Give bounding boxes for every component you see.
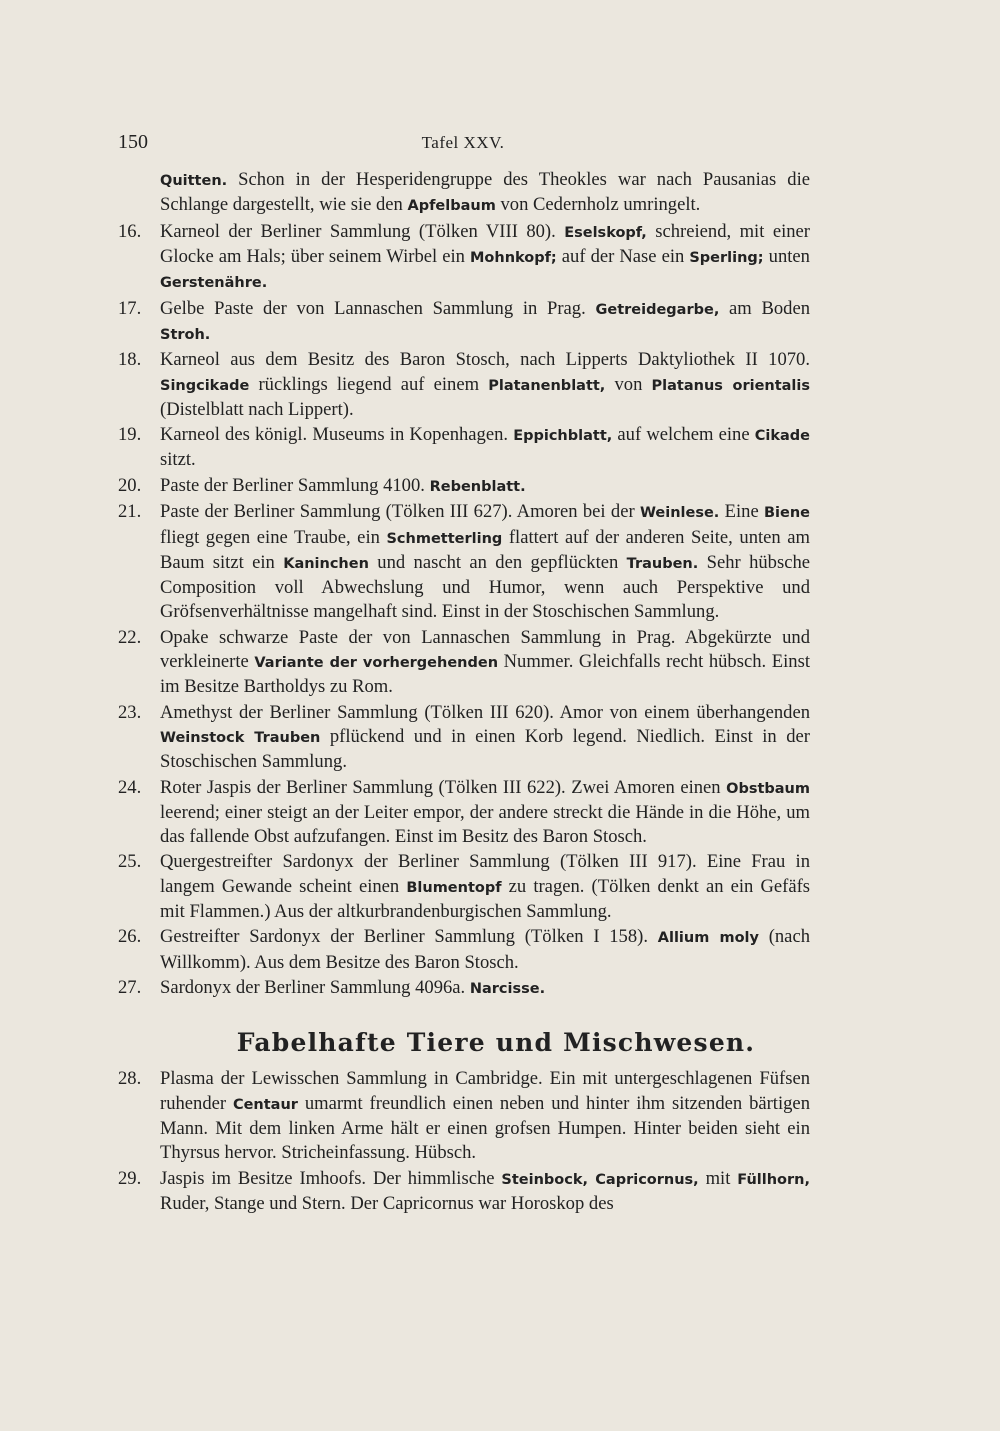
entry-text: Eine [719, 501, 764, 523]
entry-text: Jaspis im Besitze Imhoofs. Der himmlische [160, 1167, 502, 1189]
entry-keyword: Getreidegarbe, [595, 301, 720, 318]
entry-text: auf welchem eine [612, 424, 755, 446]
entry-text: umarmt freundlich einen neben und hinter ihm sitzenden bärtigen Mann. Mit dem linken Arme hält er einen grofsen Humpen. Hinter beiden sieht ein Thyrsus hervor. Stricheinfassung. Hübsch. [160, 1092, 810, 1164]
catalog-entry [118, 925, 810, 974]
catalog-entry [118, 500, 810, 624]
entry-keyword: Mohnkopf; [469, 249, 557, 266]
entry-number: 22. [118, 626, 142, 648]
entry-text: Amethyst der Berliner Sammlung (Tölken III 620). Amor von einem überhangenden [160, 701, 810, 723]
page-body [118, 168, 810, 1217]
entry-text: Paste der Berliner Sammlung (Tölken III 627). Amoren bei der [160, 501, 640, 523]
entry-keyword: Gerstenähre. [160, 275, 268, 292]
entry-text: Quergestreifter Sardonyx der Berliner Sammlung (Tölken III 917). Eine Frau in langem Gewande scheint einen [160, 851, 810, 897]
entry-keyword: Biene [764, 505, 811, 522]
entry-text: Sehr hübsche Composition voll Abwechslung und Humor, wenn auch Perspektive und Gröfsenverhältnisse mangelhaft sind. Einst in der Stoschischen Sammlung. [160, 551, 811, 623]
entry-keyword: Allium moly [657, 930, 759, 947]
entry-text: auf der Nase ein [556, 245, 690, 267]
entry-text: Karneol der Berliner Sammlung (Tölken VIII 80). [160, 220, 565, 242]
entry-number: 28. [118, 1068, 142, 1090]
entry-text: (nach Willkomm). Aus dem Besitze des Baron Stosch. [160, 926, 810, 973]
entry-text: von [605, 373, 652, 395]
entry-text: Plasma der Lewisschen Sammlung in Cambridge. Ein mit untergeschlagenen Füfsen ruhender [160, 1068, 810, 1114]
entry-number: 17. [118, 297, 142, 319]
entry-keyword: Quitten. [160, 173, 228, 189]
entry-keyword: Apfelbaum [407, 198, 496, 215]
plate-title: Tafel XXV. [421, 133, 505, 152]
catalog-entry [118, 850, 810, 924]
catalog-entry [118, 220, 810, 296]
entry-keyword: Weinstock Trauben [160, 729, 321, 746]
entry-keyword: Kaninchen [283, 555, 369, 572]
entry-text: sitzt. [160, 449, 196, 471]
entry-text: (Distelblatt nach Lippert). [160, 398, 354, 420]
entry-text: Gestreifter Sardonyx der Berliner Sammlung (Tölken I 158). [160, 926, 658, 948]
catalog-entry [118, 1067, 810, 1165]
entry-keyword: Singcikade [160, 377, 250, 394]
entry-keyword: Cikade [754, 428, 810, 445]
catalog-entry [118, 168, 810, 218]
entry-keyword: Platanus orientalis [651, 377, 811, 394]
entry-keyword: Schmetterling [386, 530, 503, 547]
entry-keyword: Rebenblatt. [429, 478, 526, 495]
catalog-entry [118, 1167, 810, 1216]
section-heading: Fabelhafte Tiere und Mischwesen. [236, 1028, 756, 1058]
entry-keyword: Obstbaum [726, 780, 810, 797]
catalog-entry [118, 423, 810, 472]
entry-keyword: Variante der vorhergehenden [254, 654, 499, 671]
entry-text: von Cedernholz umringelt. [495, 194, 701, 216]
entry-text: Karneol des königl. Museums in Kopenhagen. [160, 424, 514, 446]
entry-keyword: Weinlese. [639, 505, 720, 522]
entry-keyword: Steinbock, Capricornus, [501, 1171, 699, 1188]
entry-text: und nascht an den gepflückten [368, 551, 627, 573]
entry-keyword: Stroh. [160, 326, 211, 343]
entry-number: 24. [118, 776, 142, 798]
entry-keyword: Trauben. [626, 555, 699, 572]
entry-number: 25. [118, 851, 142, 873]
entry-number: 20. [118, 474, 142, 496]
entry-text: Sardonyx der Berliner Sammlung 4096a. [160, 977, 470, 999]
entry-text: Roter Jaspis der Berliner Sammlung (Tölken III 622). Zwei Amoren einen [160, 776, 727, 798]
entry-keyword: Sperling; [689, 249, 764, 266]
entry-text: Schon in der Hesperidengruppe des Theokles war nach Pausanias die Schlange dargestellt, wie sie den [160, 169, 810, 216]
entry-text: Karneol aus dem Besitz des Baron Stosch, nach Lipperts Daktyliothek II 1070. [160, 349, 810, 371]
catalog-entry [118, 348, 810, 422]
catalog-entry [118, 626, 810, 700]
entry-text: unten [763, 245, 810, 267]
entry-text: mit [698, 1167, 738, 1189]
catalog-entry [118, 474, 810, 499]
entry-list [118, 168, 810, 1001]
entry-text: fliegt gegen eine Traube, ein [160, 526, 387, 548]
entry-text: zu tragen. (Tölken denkt an ein Gefäfs mit Flammen.) Aus der altkurbrandenburgischen Sammlung. [160, 875, 810, 922]
entry-keyword: Eppichblatt, [513, 428, 613, 445]
entry-text: leerend; einer steigt an der Leiter empor, der andere streckt die Hände in die Höhe, um das fallende Obst aufzufangen. Einst im Besitz des Baron Stosch. [160, 801, 810, 847]
entry-text: Nummer. Gleichfalls recht hübsch. Einst im Besitze Bartholdys zu Rom. [160, 650, 810, 698]
entry-text: Ruder, Stange und Stern. Der Capricornus war Horoskop des [160, 1192, 614, 1214]
entry-keyword: Platanenblatt, [488, 377, 606, 394]
entry-number: 23. [118, 701, 142, 723]
entry-number: 19. [118, 424, 142, 446]
entry-text: flattert auf der anderen Seite, unten am Baum sitzt ein [160, 526, 810, 573]
entry-number: 26. [118, 926, 142, 948]
entry-text: Opake schwarze Paste der von Lannaschen Sammlung in Prag. Abgekürzte und verkleinerte [160, 626, 810, 672]
entry-number: 29. [118, 1167, 142, 1189]
entry-number: 18. [118, 349, 142, 371]
entry-text: schreiend, mit einer Glocke am Hals; über seinem Wirbel ein [160, 220, 810, 267]
entry-number: 16. [118, 220, 142, 242]
catalog-entry [118, 297, 810, 347]
entry-keyword: Centaur [232, 1096, 298, 1113]
catalog-entry [118, 976, 810, 1001]
entry-keyword: Blumentopf [406, 879, 502, 896]
page-header [118, 131, 808, 161]
entry-keyword: Narcisse. [469, 981, 546, 998]
entry-list-2 [118, 1067, 810, 1216]
entry-text: pflückend und in einen Korb legend. Niedlich. Einst in der Stoschischen Sammlung. [160, 725, 810, 773]
entry-keyword: Füllhorn, [737, 1171, 810, 1188]
page-number: 150 [118, 131, 148, 153]
entry-number: 27. [118, 977, 142, 999]
entry-keyword: Eselskopf, [564, 224, 647, 241]
catalog-entry [118, 701, 810, 775]
entry-text: Paste der Berliner Sammlung 4100. [160, 474, 430, 496]
entry-number: 21. [118, 501, 142, 523]
entry-text: rücklings liegend auf einem [249, 373, 489, 395]
catalog-entry [118, 776, 810, 850]
entry-text: am Boden [719, 297, 810, 319]
entry-text: Gelbe Paste der von Lannaschen Sammlung in Prag. [160, 297, 596, 319]
